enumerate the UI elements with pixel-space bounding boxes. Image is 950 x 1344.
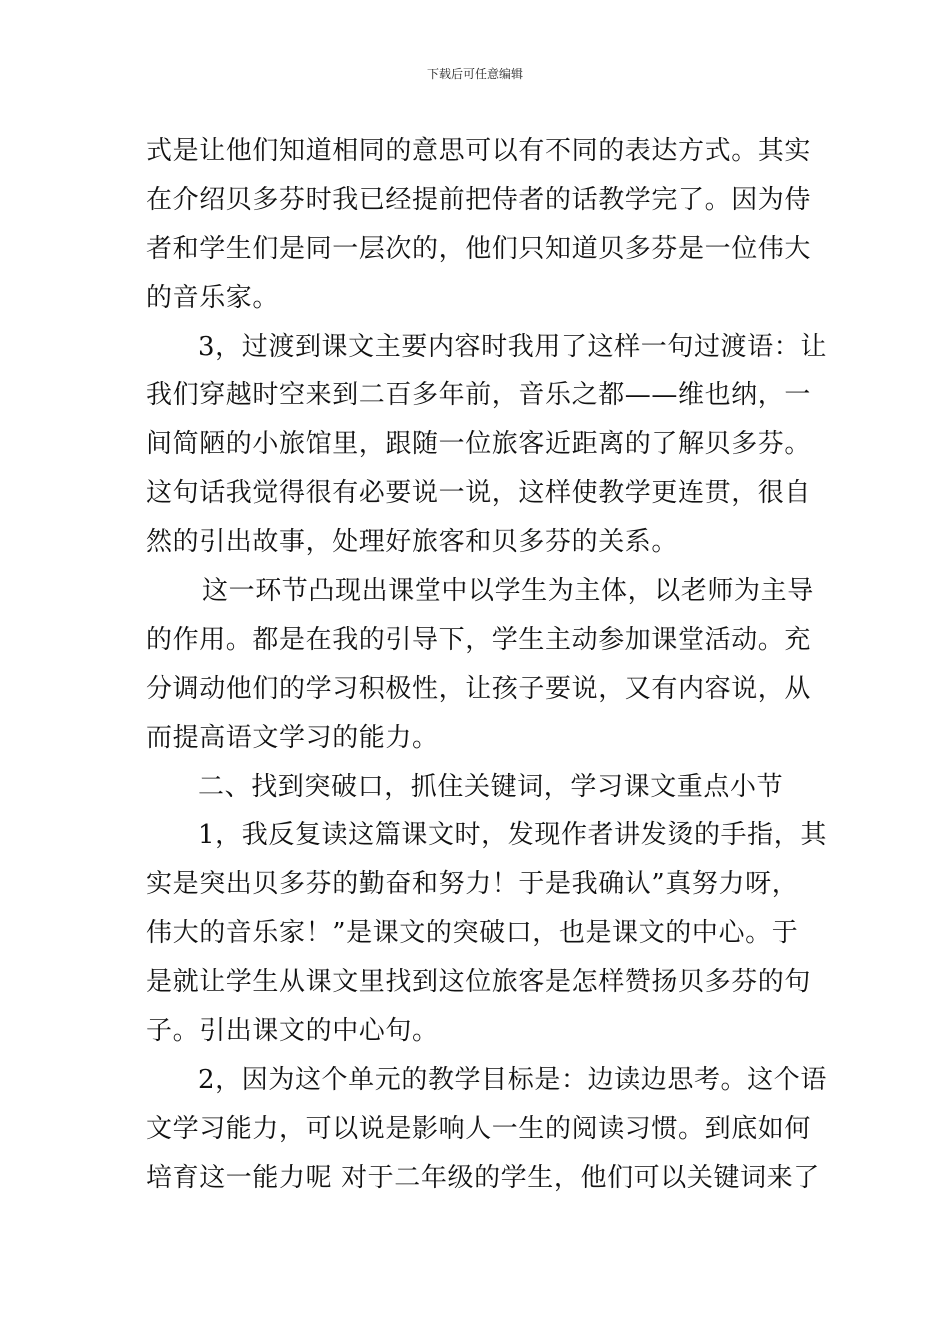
text-line: 1，我反复读这篇课文时，发现作者讲发烫的手指，其 — [198, 820, 827, 851]
text-line: 分调动他们的学习积极性，让孩子要说，又有内容说，从 — [146, 673, 812, 704]
text-line: 这句话我觉得很有必要说一说，这样使教学更连贯，很自 — [146, 478, 812, 509]
text-line: 然的引出故事，处理好旅客和贝多芬的关系。 — [146, 527, 679, 558]
text-line: 3，过渡到课文主要内容时我用了这样一句过渡语：让 — [198, 331, 827, 362]
text-line: 的音乐家。 — [146, 282, 280, 313]
text-line: 间简陋的小旅馆里，跟随一位旅客近距离的了解贝多芬。 — [146, 429, 812, 460]
section-heading: 二、找到突破口，抓住关键词，学习课文重点小节 — [198, 771, 784, 802]
page-header: 下载后可任意编辑 — [426, 67, 523, 81]
text-line: 子。引出课文的中心句。 — [146, 1016, 439, 1047]
document-body — [146, 127, 827, 1203]
text-line: 而提高语文学习的能力。 — [146, 722, 439, 753]
text-line: 在介绍贝多芬时我已经提前把侍者的话教学完了。因为侍 — [146, 184, 812, 215]
text-line: 的作用。都是在我的引导下，学生主动参加课堂活动。充 — [146, 624, 812, 655]
text-line: 2，因为这个单元的教学目标是：边读边思考。这个语 — [198, 1064, 827, 1095]
text-line: 者和学生们是同一层次的，他们只知道贝多芬是一位伟大 — [146, 233, 812, 264]
text-line: 培育这一能力呢 对于二年级的学生，他们可以关键词来了 — [146, 1162, 820, 1193]
text-line: 实是突出贝多芬的勤奋和努力！于是我确认”真努力呀， — [146, 869, 799, 900]
text-line: 我们穿越时空来到二百多年前，音乐之都——维也纳，一 — [146, 380, 812, 411]
text-line: 式是让他们知道相同的意思可以有不同的表达方式。其实 — [146, 136, 812, 166]
text-line: 是就让学生从课文里找到这位旅客是怎样赞扬贝多芬的句 — [146, 967, 812, 998]
text-line: 伟大的音乐家！”是课文的突破口，也是课文的中心。于 — [146, 918, 799, 949]
text-line: 文学习能力，可以说是影响人一生的阅读习惯。到底如何 — [146, 1113, 812, 1144]
text-line: 这一环节凸现出课堂中以学生为主体，以老师为主导 — [202, 576, 814, 607]
